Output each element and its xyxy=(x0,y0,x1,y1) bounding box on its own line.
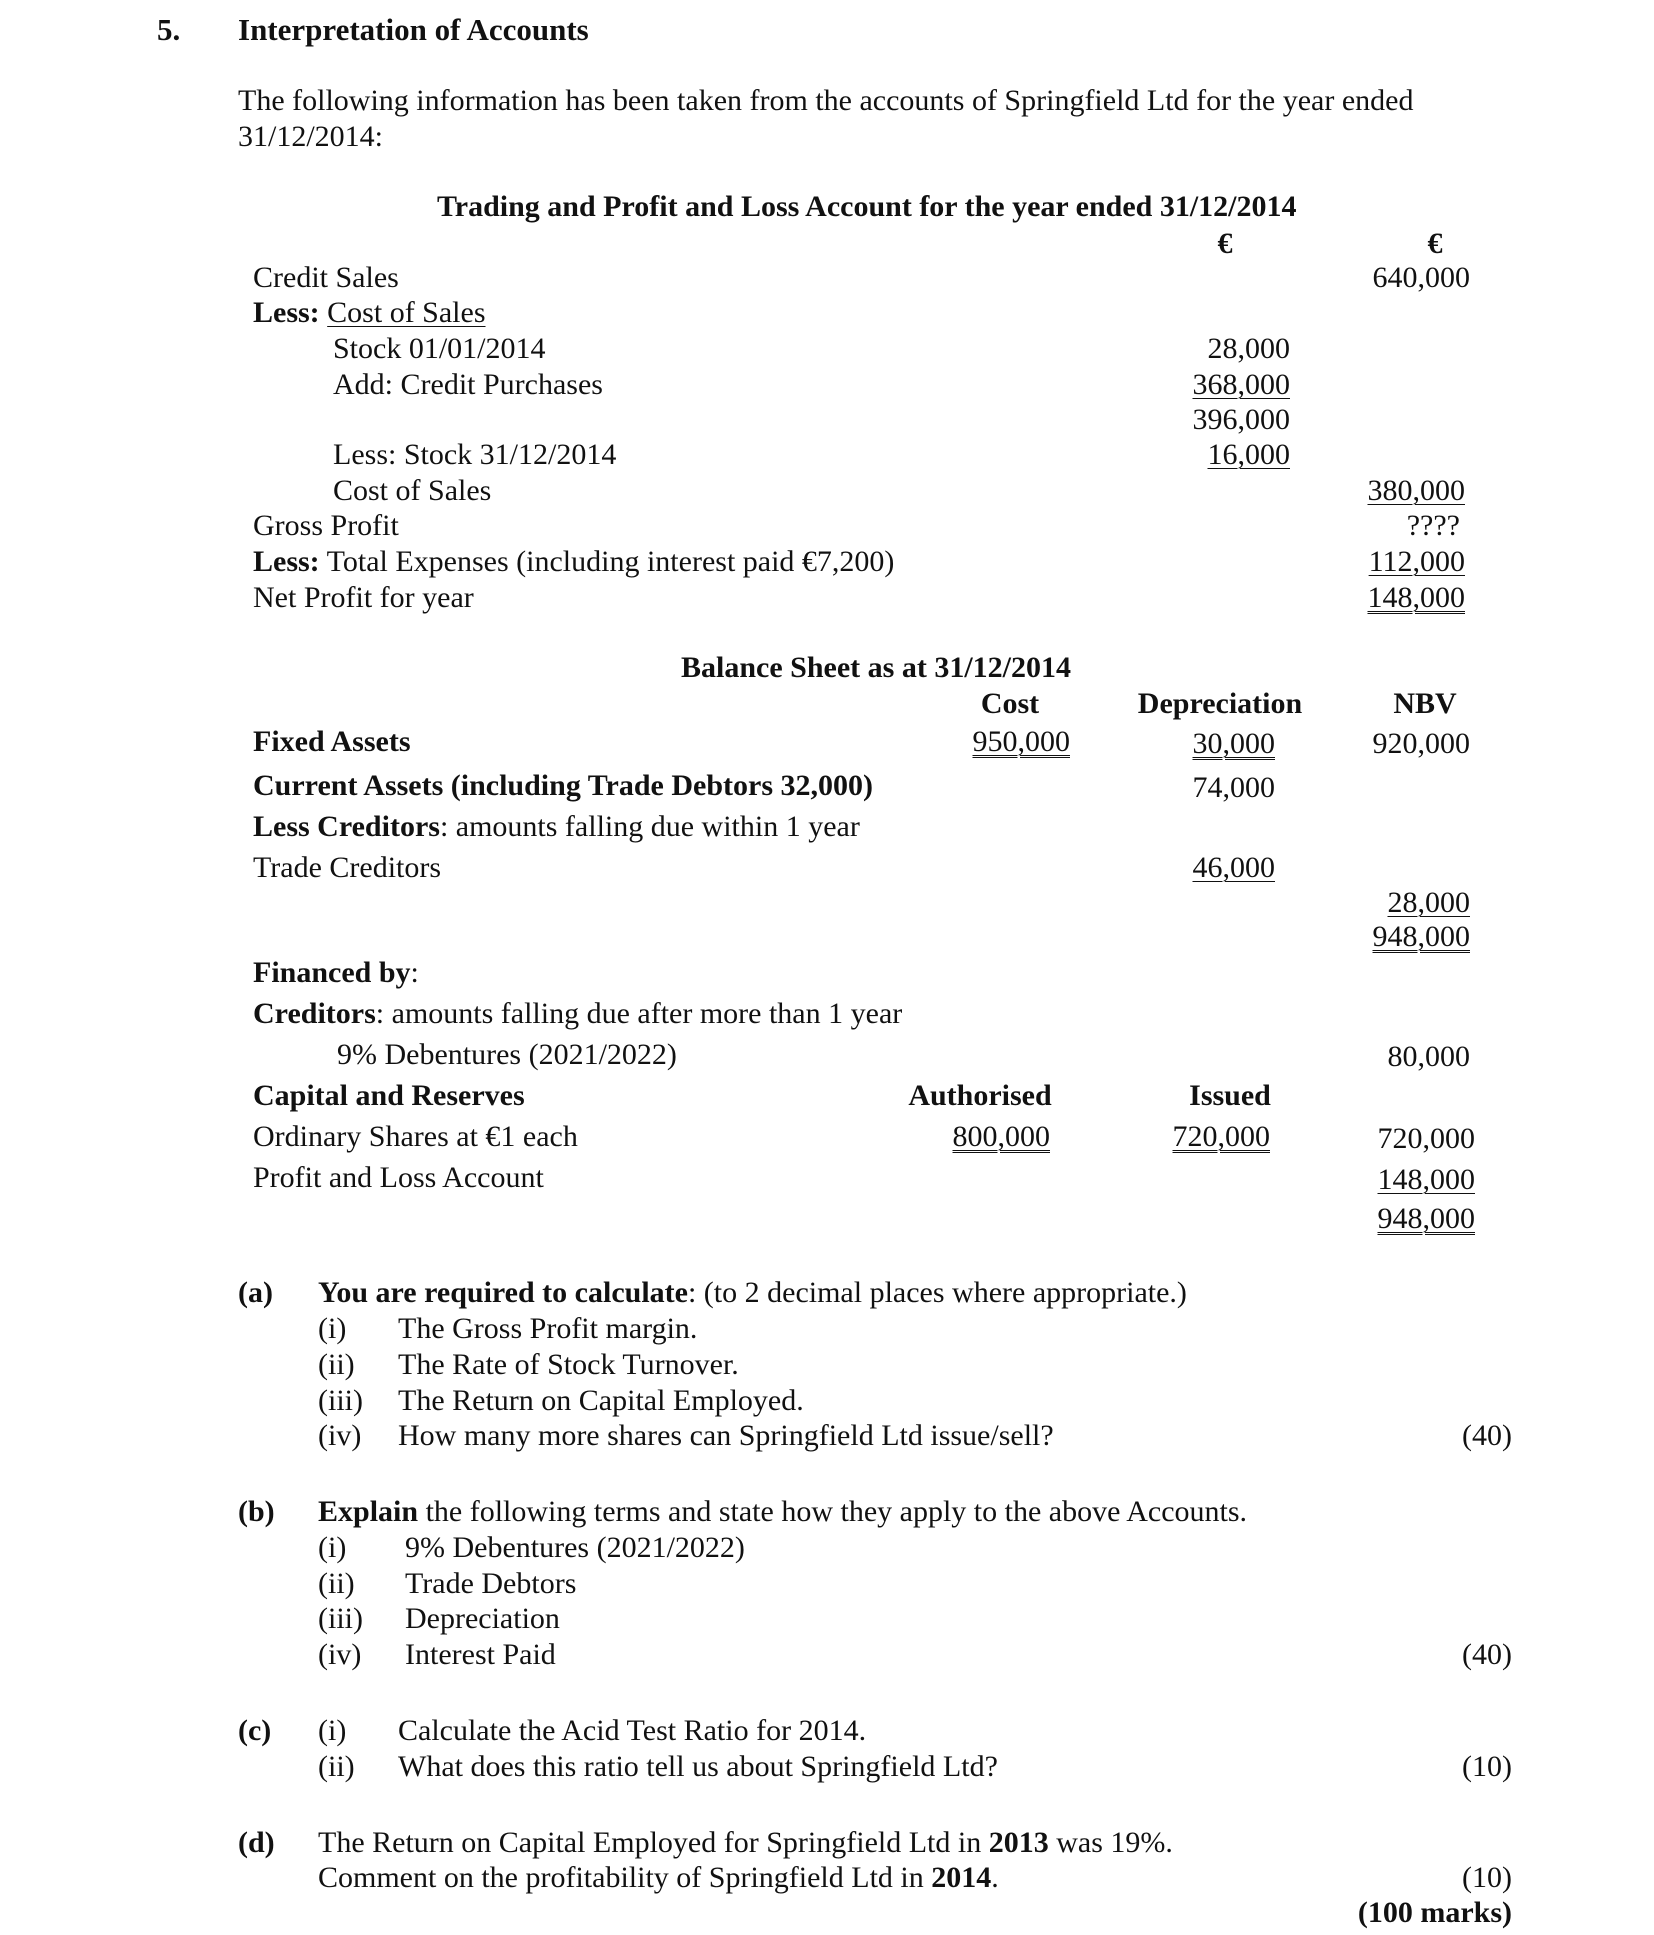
authorised-header: Authorised xyxy=(908,1079,1052,1112)
part-a-item-text: The Return on Capital Employed. xyxy=(398,1384,804,1417)
credit-sales-label: Credit Sales xyxy=(253,261,399,294)
working-capital-value: 28,000 xyxy=(1387,886,1470,919)
fixed-assets-label: Fixed Assets xyxy=(253,725,411,758)
stock-open-label: Stock 01/01/2014 xyxy=(333,332,546,365)
part-c-item-text: Calculate the Acid Test Ratio for 2014. xyxy=(398,1714,867,1747)
part-a-item-text: The Gross Profit margin. xyxy=(398,1312,698,1345)
part-b-item-num: (iii) xyxy=(318,1602,363,1635)
issued-value: 720,000 xyxy=(1172,1120,1270,1153)
profit-loss-label: Profit and Loss Account xyxy=(253,1161,544,1194)
part-d-marks: (10) xyxy=(1462,1861,1512,1894)
less-creditors-short xyxy=(253,812,860,842)
stock-open-value: 28,000 xyxy=(1207,332,1290,365)
capital-reserves-label: Capital and Reserves xyxy=(253,1079,525,1112)
part-a-item-num: (iii) xyxy=(318,1384,363,1417)
currency-col1: € xyxy=(1217,227,1233,260)
intro-line-2: 31/12/2014: xyxy=(238,120,384,153)
part-b-item-num: (iv) xyxy=(318,1638,362,1671)
ordinary-shares-label: Ordinary Shares at €1 each xyxy=(253,1120,578,1153)
part-d-line-2 xyxy=(318,1863,999,1893)
part-a-letter: (a) xyxy=(238,1276,273,1309)
debentures-label: 9% Debentures (2021/2022) xyxy=(337,1038,677,1071)
part-a-item-text: The Rate of Stock Turnover. xyxy=(398,1348,739,1381)
ordinary-shares-value: 720,000 xyxy=(1377,1122,1475,1155)
part-b-item-text: Depreciation xyxy=(405,1602,560,1635)
less-creditors-bold: Less Creditors xyxy=(253,810,440,843)
stock-close-label: Less: Stock 31/12/2014 xyxy=(333,438,617,471)
authorised-value: 800,000 xyxy=(952,1120,1050,1153)
net-profit-label: Net Profit for year xyxy=(253,581,474,614)
header-cost: Cost xyxy=(980,687,1040,720)
gross-profit-value: ???? xyxy=(1406,509,1460,542)
part-b-letter: (b) xyxy=(238,1495,275,1528)
part-c-item-num: (ii) xyxy=(318,1750,355,1783)
part-a-item-num: (iv) xyxy=(318,1419,362,1452)
debentures-value: 80,000 xyxy=(1387,1040,1470,1073)
part-a-intro xyxy=(318,1278,1187,1308)
cost-of-sales-value: 380,000 xyxy=(1367,474,1465,507)
fixed-assets-nbv: 920,000 xyxy=(1372,727,1470,760)
part-b-item-text: Trade Debtors xyxy=(405,1567,577,1600)
currency-col2: € xyxy=(1427,227,1443,260)
part-b-item-text: 9% Debentures (2021/2022) xyxy=(405,1531,745,1564)
part-b-item-num: (ii) xyxy=(318,1567,355,1600)
part-d-line-1-a: The Return on Capital Employed for Springfield Ltd in xyxy=(318,1826,989,1859)
part-c-marks: (10) xyxy=(1462,1750,1512,1783)
subtotal-value: 396,000 xyxy=(1192,403,1290,436)
part-a-intro-rest: : (to 2 decimal places where appropriate.) xyxy=(687,1276,1187,1309)
balance-total-value: 948,000 xyxy=(1377,1202,1475,1235)
intro-line-1: The following information has been taken from the accounts of Springfield Ltd for the year ended xyxy=(238,84,1414,117)
cost-of-sales-heading: Cost of Sales xyxy=(327,296,486,329)
expenses-prefix: Less: xyxy=(253,545,320,578)
less-prefix: Less: xyxy=(253,296,320,329)
less-cost-of-sales xyxy=(253,298,486,328)
less-creditors-rest: : amounts falling due within 1 year xyxy=(439,810,860,843)
creditors-long-rest: : amounts falling due after more than 1 year xyxy=(375,997,903,1030)
profit-loss-value: 148,000 xyxy=(1377,1163,1475,1196)
expenses-label: Total Expenses (including interest paid €7,200) xyxy=(326,545,895,578)
stock-close-value: 16,000 xyxy=(1207,438,1290,471)
current-assets-label: Current Assets (including Trade Debtors 32,000) xyxy=(253,769,874,802)
question-title: Interpretation of Accounts xyxy=(238,12,589,47)
part-d-year-2014: 2014 xyxy=(931,1861,992,1894)
part-d-line-2-b: . xyxy=(991,1861,999,1894)
part-d-line-1-b: was 19%. xyxy=(1048,1826,1173,1859)
net-profit-value: 148,000 xyxy=(1367,581,1465,614)
part-d-letter: (d) xyxy=(238,1826,275,1859)
part-a-intro-bold: You are required to calculate xyxy=(318,1276,688,1309)
question-number: 5. xyxy=(157,12,181,47)
part-a-item-num: (i) xyxy=(318,1312,347,1345)
part-a-item-num: (ii) xyxy=(318,1348,355,1381)
cost-of-sales-label: Cost of Sales xyxy=(333,474,492,507)
part-a-item-text: How many more shares can Springfield Ltd issue/sell? xyxy=(398,1419,1054,1452)
part-b-intro xyxy=(318,1497,1247,1527)
part-b-intro-rest: the following terms and state how they apply to the above Accounts. xyxy=(418,1495,1248,1528)
expenses-value: 112,000 xyxy=(1368,545,1465,578)
purchases-label: Add: Credit Purchases xyxy=(333,368,603,401)
trade-creditors-label: Trade Creditors xyxy=(253,851,442,884)
fixed-assets-depreciation: 30,000 xyxy=(1192,727,1275,760)
header-nbv: NBV xyxy=(1393,687,1457,720)
financed-by-bold: Financed by xyxy=(253,956,411,989)
part-d-line-1 xyxy=(318,1828,1173,1858)
financed-by-colon: : xyxy=(410,956,419,989)
current-assets-value: 74,000 xyxy=(1192,771,1275,804)
part-b-item-text: Interest Paid xyxy=(405,1638,556,1671)
creditors-long-bold: Creditors xyxy=(253,997,376,1030)
financed-by xyxy=(253,958,419,988)
part-d-year-2013: 2013 xyxy=(988,1826,1049,1859)
part-b-intro-bold: Explain xyxy=(318,1495,419,1528)
creditors-long xyxy=(253,999,902,1029)
trade-creditors-value: 46,000 xyxy=(1192,851,1275,884)
expenses-row xyxy=(253,547,894,577)
trading-title: Trading and Profit and Loss Account for the year ended 31/12/2014 xyxy=(437,190,1297,223)
part-c-letter: (c) xyxy=(238,1714,272,1747)
total-net-assets-value: 948,000 xyxy=(1372,920,1470,953)
header-depreciation: Depreciation xyxy=(1137,687,1303,720)
issued-header: Issued xyxy=(1189,1079,1271,1112)
fixed-assets-cost: 950,000 xyxy=(972,725,1070,758)
gross-profit-label: Gross Profit xyxy=(253,509,399,542)
part-b-item-num: (i) xyxy=(318,1531,347,1564)
part-d-line-2-a: Comment on the profitability of Springfield Ltd in xyxy=(318,1861,932,1894)
purchases-value: 368,000 xyxy=(1192,368,1290,401)
part-c-item-text: What does this ratio tell us about Springfield Ltd? xyxy=(398,1750,998,1783)
part-c-item-num: (i) xyxy=(318,1714,347,1747)
part-a-marks: (40) xyxy=(1462,1419,1512,1452)
credit-sales-value: 640,000 xyxy=(1372,261,1470,294)
balance-title: Balance Sheet as at 31/12/2014 xyxy=(681,651,1071,684)
part-b-marks: (40) xyxy=(1462,1638,1512,1671)
total-marks: (100 marks) xyxy=(1357,1896,1512,1929)
